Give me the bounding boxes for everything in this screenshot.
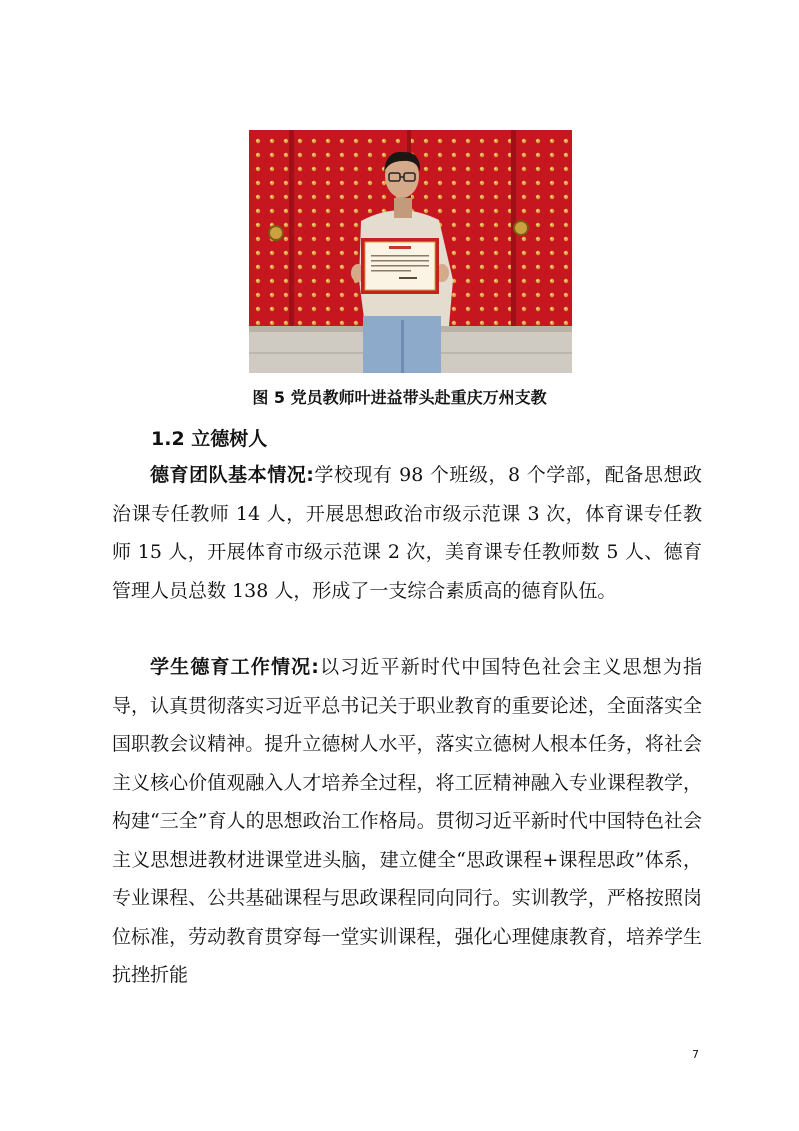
photo-teacher-with-certificate xyxy=(249,130,572,373)
paragraph-body: 以习近平新时代中国特色社会主义思想为指导，认真贯彻落实习近平总书记关于职业教育的重要论述，全面落实全国职教会议精神。提升立德树人水平，落实立德树人根本任务，将社会主义核心价值观融入人才培养全过程，将工匠精神融入专业课程教学，构建“三全”育人的思想政治工作格局。贯彻习近平新时代中国特色社会主义思想进教材进课堂进头脑，建立健全“思政课程+课程思政”体系，专业课程、公共基础课程与思政课程同向同行。实训教学，严格按照岗位标准，劳动教育贯穿每一堂实训课程，强化心理健康教育，培养学生抗挫折能 xyxy=(112,656,702,986)
paragraph-body: 学校现有 98 个班级，8 个学部，配备思想政治课专任教师 14 人，开展思想政治市级示范课 3 次，体育课专任教师 15 人，开展体育市级示范课 2 次，美育课专任教师数 5 人、德育管理人员总数 138 人，形成了一支综合素质高的德育队伍。 xyxy=(112,464,702,602)
paragraph-lead: 学生德育工作情况: xyxy=(150,656,319,678)
paragraph-student-moral-work xyxy=(112,648,702,995)
figure-caption: 图 5 党员教师叶进益带头赴重庆万州支教 xyxy=(252,388,547,407)
photo-illustration xyxy=(249,130,572,373)
section-heading: 1.2 立德树人 xyxy=(151,428,268,450)
paragraph-lead: 德育团队基本情况: xyxy=(150,464,314,486)
page-number: 7 xyxy=(692,1048,699,1061)
paragraph-moral-team xyxy=(112,456,702,610)
